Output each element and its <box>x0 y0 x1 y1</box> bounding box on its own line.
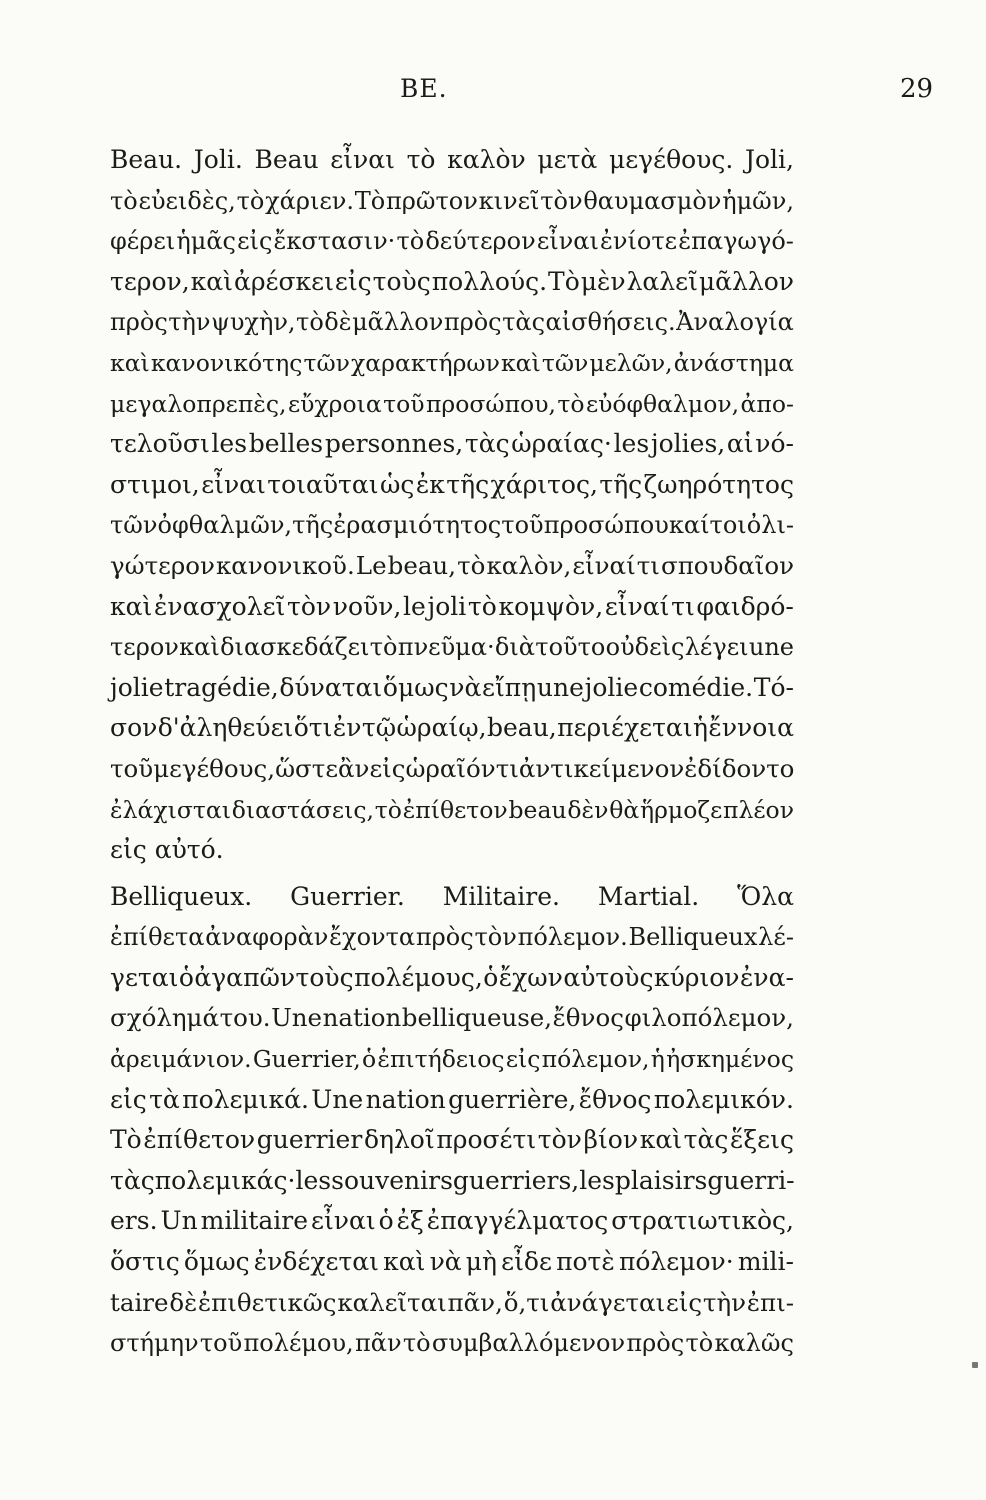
text-line: jolie tragédie, δύναται ὅμως νὰ εἴπῃ une jolie comédie. Τό- <box>110 672 794 702</box>
text-line: taire δὲ ἐπιθετικῶς καλεῖται πᾶν, ὅ,τι ἀνάγεται εἰς τὴν ἐπι- <box>110 1287 794 1317</box>
text-line: Beau. Joli. Beau εἶναι τὸ καλὸν μετὰ μεγέθους. Joli, <box>110 145 794 174</box>
text-line: ἐπίθετα ἀναφορὰν ἔχοντα πρὸς τὸν πόλεμον. Belliqueux λέ- <box>110 923 794 952</box>
page-header <box>0 74 986 114</box>
text-line: καὶ κανονικότης τῶν χαρακτήρων καὶ τῶν μελῶν, ἀνάστημα <box>110 348 794 377</box>
text-line: εἰς τὰ πολεμικά. Une nation guerrière, ἔθνος πολεμικόν. <box>110 1084 794 1114</box>
text-line: γώτερον κανονικοῦ. Le beau, τὸ καλὸν, εἶναί τι σπουδαῖον <box>110 550 794 580</box>
text-line: τερον, καὶ ἀρέσκει εἰς τοὺς πολλούς. Τὸ μὲν λαλεῖ μᾶλλον <box>110 266 794 296</box>
page-body <box>110 140 794 1364</box>
text-line: σχόλημά του. Une nation belliqueuse, ἔθνος φιλοπόλεμον, <box>110 1003 794 1033</box>
running-head: BE. <box>400 74 448 103</box>
text-line: καὶ ἐνασχολεῖ τὸν νοῦν, le joli τὸ κομψὸν, εἶναί τι φαιδρό- <box>110 591 794 621</box>
text-line: Belliqueux. Guerrier. Militaire. Martial. Ὅλα <box>110 881 794 911</box>
text-line: εἰς αὐτό. <box>110 835 224 865</box>
ink-speck <box>972 1362 978 1368</box>
text-line: τὰς πολεμικάς· les souvenirs guerriers, les plaisirs guerri- <box>110 1165 795 1195</box>
text-line: τοῦ μεγέθους, ὥστε ἂν εἰς ὡραῖόν τι ἀντικείμενον ἐδίδοντο <box>110 753 795 783</box>
text-line: ἀρειμάνιον. Guerrier, ὁ ἐπιτήδειος εἰς πόλεμον, ἡ ἠσκημένος <box>110 1045 794 1074</box>
text-line: Τὸ ἐπίθετον guerrier δηλοῖ προσέτι τὸν βίον καὶ τὰς ἕξεις <box>110 1125 794 1155</box>
text-line: σον δ'ἀληθεύει ὅτι ἐν τῷ ὡραίῳ, beau, περιέχεται ἡ ἔννοια <box>110 713 794 743</box>
page-number: 29 <box>900 74 934 104</box>
text-line: τερον καὶ διασκεδάζει τὸ πνεῦμα· διὰ τοῦτο οὐδεὶς λέγει une <box>110 633 794 662</box>
text-line: γεται ὁ ἀγαπῶν τοὺς πολέμους, ὁ ἔχων αὐτοὺς κύριον ἐνα- <box>110 962 794 992</box>
text-line: τελοῦσι les belles personnes, τὰς ὡραίας· les jolies, αἱ νό- <box>110 429 794 459</box>
text-line: φέρει ἡμᾶς εἰς ἔκστασιν· τὸ δεύτερον εἶναι ἐνίοτε ἐπαγωγό- <box>110 227 794 256</box>
text-line: στήμην τοῦ πολέμου, πᾶν τὸ συμβαλλόμενον πρὸς τὸ καλῶς <box>110 1329 794 1358</box>
text-line: τὸ εὐειδὲς, τὸ χάριεν. Τὸ πρῶτον κινεῖ τὸν θαυμασμὸν ἡμῶν, <box>110 186 794 215</box>
text-line: ἐλάχισται διαστάσεις, τὸ ἐπίθετον beau δὲν θὰ ἥρμοζε πλέον <box>110 795 794 824</box>
text-line: πρὸς τὴν ψυχὴν, τὸ δὲ μᾶλλον πρὸς τὰς αἰσθήσεις. Ἀναλογία <box>110 308 794 337</box>
text-line: ers. Un militaire εἶναι ὁ ἐξ ἐπαγγέλματος στρατιωτικὸς, <box>110 1206 794 1236</box>
text-line: μεγαλοπρεπὲς, εὔχροια τοῦ προσώπου, τὸ εὐόφθαλμον, ἀπο- <box>110 389 794 418</box>
text-line: στιμοι, εἶναι τοιαῦται ὡς ἐκ τῆς χάριτος, τῆς ζωηρότητος <box>110 469 794 499</box>
text-line: τῶν ὀφθαλμῶν, τῆς ἐρασμιότητος τοῦ προσώπου καίτοι ὀλι- <box>110 511 794 540</box>
text-line: ὅστις ὅμως ἐνδέχεται καὶ νὰ μὴ εἶδε ποτὲ πόλεμον· mili- <box>110 1247 794 1277</box>
